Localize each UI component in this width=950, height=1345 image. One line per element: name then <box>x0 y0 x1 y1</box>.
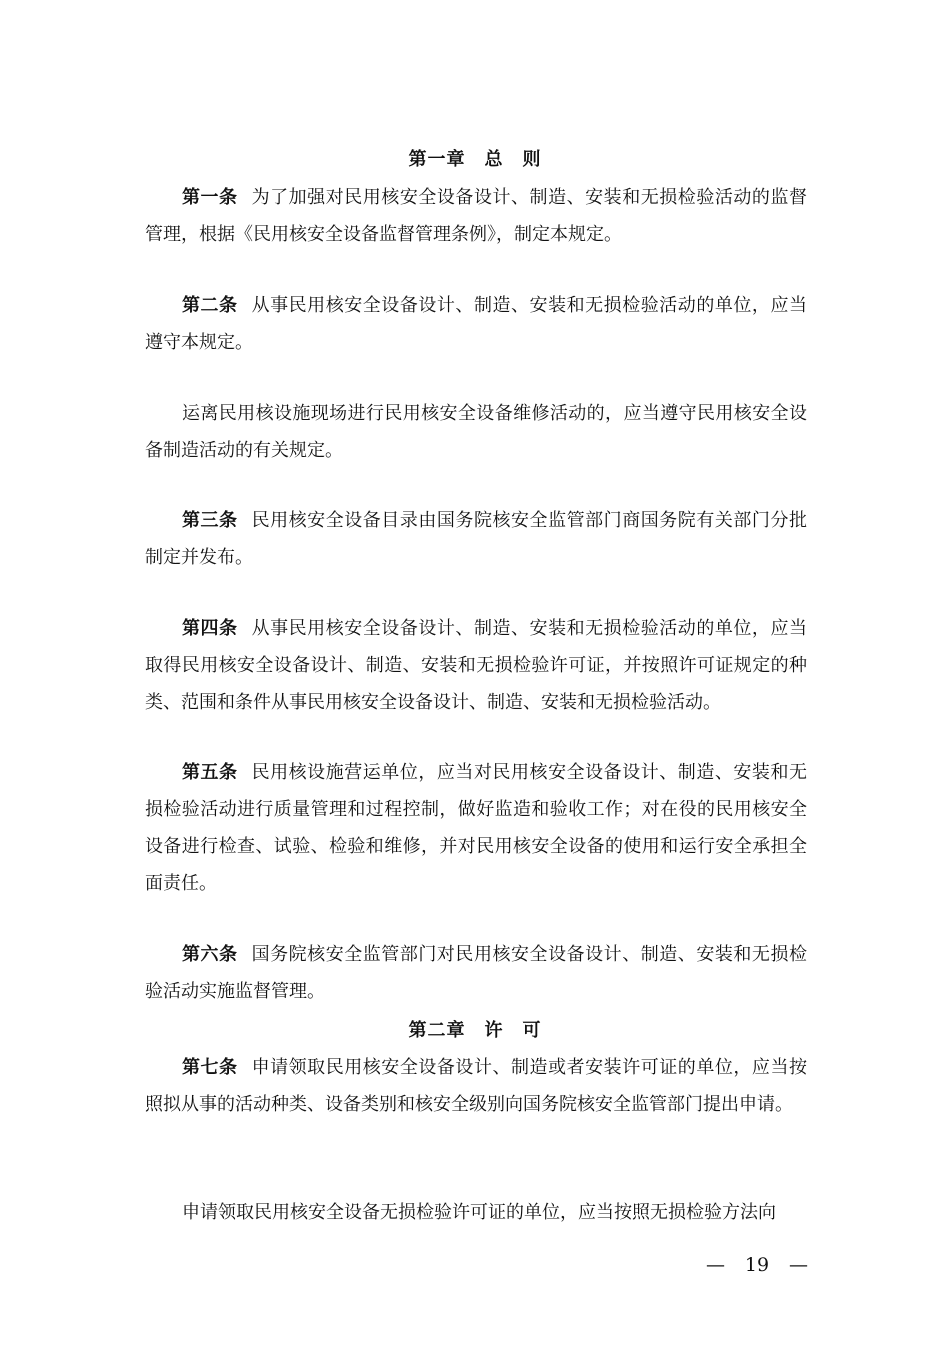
article-7-continuation: 申请领取民用核安全设备无损检验许可证的单位，应当按照无损检验方法向 <box>182 1202 776 1223</box>
page-number: 19 <box>744 1254 770 1276</box>
article-5-label: 第五条 <box>182 762 238 783</box>
article-6-label: 第六条 <box>182 944 238 965</box>
article-2-label: 第二条 <box>182 295 238 316</box>
page-footer <box>706 1253 808 1277</box>
article-5-text: 民用核设施营运单位，应当对民用核安全设备设计、制造、安装和无损检验活动进行质量管理和过程控制，做好监造和验收工作；对在役的民用核安全设备进行检查、试验、检验和维修，并对民用核安全设备的使用和运行安全承担全面责任。 <box>145 762 807 894</box>
article-7-text: 申请领取民用核安全设备设计、制造或者安装许可证的单位，应当按照拟从事的活动种类、设备类别和核安全级别向国务院核安全监管部门提出申请。 <box>145 1057 807 1115</box>
article-2 <box>145 287 807 361</box>
article-6 <box>145 936 807 1010</box>
article-7-label: 第七条 <box>182 1057 238 1078</box>
article-6-text: 国务院核安全监管部门对民用核安全设备设计、制造、安装和无损检验活动实施监督管理。 <box>145 944 807 1002</box>
article-4 <box>145 610 807 721</box>
article-7 <box>145 1049 807 1123</box>
chapter-1-title: 第一章 总 则 <box>408 149 542 170</box>
article-4-text: 从事民用核安全设备设计、制造、安装和无损检验活动的单位，应当取得民用核安全设备设计、制造、安装和无损检验许可证，并按照许可证规定的种类、范围和条件从事民用核安全设备设计、制造、安装和无损检验活动。 <box>145 618 807 713</box>
article-5 <box>145 754 807 902</box>
article-2-continuation: 运离民用核设施现场进行民用核安全设备维修活动的，应当遵守民用核安全设备制造活动的有关规定。 <box>145 403 807 461</box>
article-2-text: 从事民用核安全设备设计、制造、安装和无损检验活动的单位，应当遵守本规定。 <box>145 295 807 353</box>
article-4-label: 第四条 <box>182 618 238 639</box>
article-3-label: 第三条 <box>182 510 238 531</box>
article-1 <box>145 179 807 253</box>
article-1-text: 为了加强对民用核安全设备设计、制造、安装和无损检验活动的监督管理，根据《民用核安全设备监督管理条例》，制定本规定。 <box>145 187 807 245</box>
footer-dash-left: — <box>706 1254 725 1276</box>
article-3-text: 民用核安全设备目录由国务院核安全监管部门商国务院有关部门分批制定并发布。 <box>145 510 807 568</box>
footer-dash-right: — <box>789 1254 808 1276</box>
article-3 <box>145 502 807 576</box>
chapter-2-title: 第二章 许 可 <box>408 1020 542 1041</box>
article-1-label: 第一条 <box>182 187 238 208</box>
